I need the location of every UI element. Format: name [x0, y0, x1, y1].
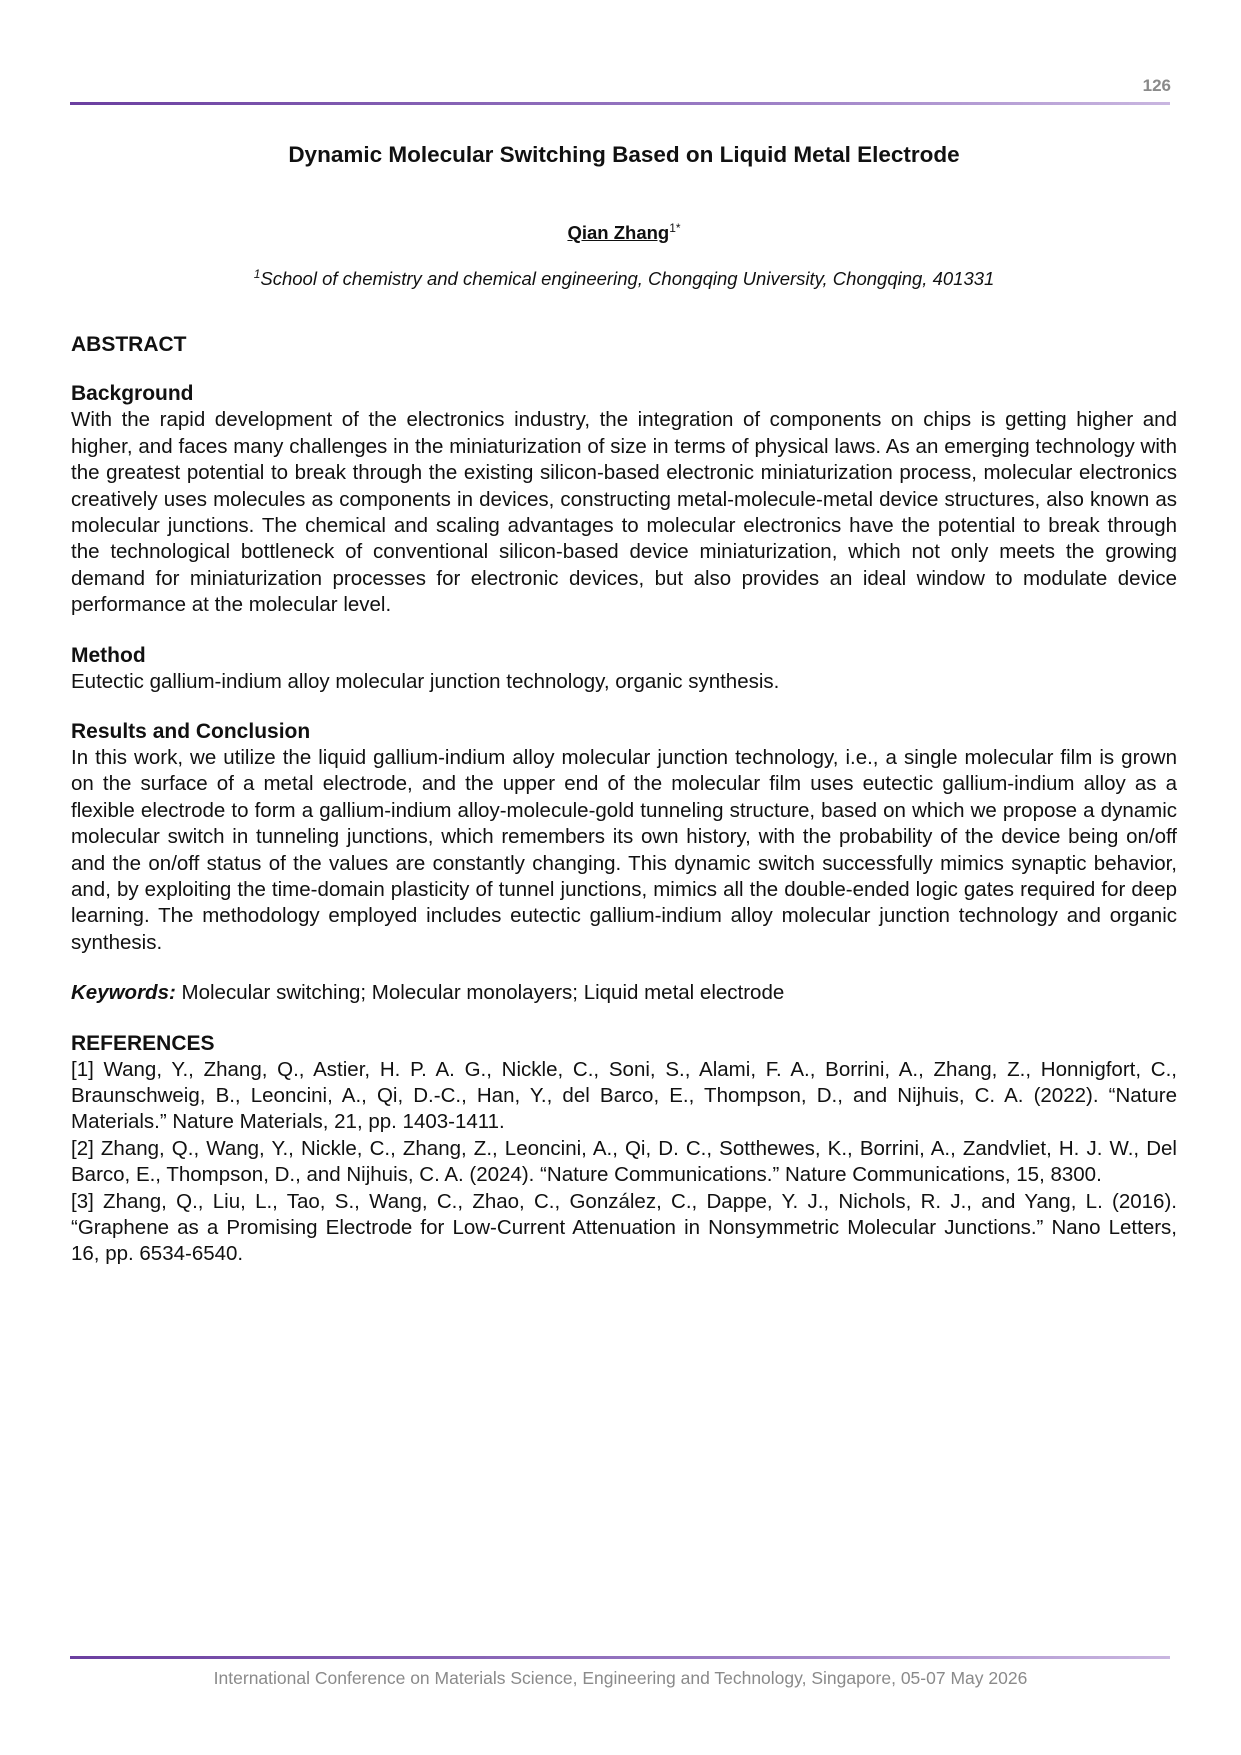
reference-item: [3] Zhang, Q., Liu, L., Tao, S., Wang, C., Zhao, C., González, C., Dappe, Y. J., Nichols, R. J., and Yang, L. (2016). “Graphene as a Promising Electrode for Low-Current Attenuation in Nonsymmetric Molecular Junctions.” Nano Letters, 16, pp. 6534-6540.	[71, 1189, 1177, 1266]
background-heading: Background	[71, 382, 194, 406]
background-text: With the rapid development of the electronics industry, the integration of components on chips is getting higher and higher, and faces many challenges in the miniaturization of size in terms of physical laws. As an emerging technology with the greatest potential to break through the existing silicon-based electronic miniaturization process, molecular electronics creatively uses molecules as components in devices, constructing metal-molecule-metal device structures, also known as molecular junctions. The chemical and scaling advantages to molecular electronics have the potential to break through the technological bottleneck of conventional silicon-based device miniaturization, which not only meets the growing demand for miniaturization processes for electronic devices, but also provides an ideal window to modulate device performance at the molecular level.	[71, 408, 1177, 617]
affiliation-mark: 1	[253, 267, 261, 282]
affiliation-text: School of chemistry and chemical engineering, Chongqing University, Chongqing, 401331	[260, 268, 995, 290]
header-rule	[70, 102, 1170, 105]
results-text: In this work, we utilize the liquid gallium-indium alloy molecular junction technology, i.e., a single molecular film is grown on the surface of a metal electrode, and the upper end of the molecular film uses eutectic gallium-indium alloy as a flexible electrode to form a gallium-indium alloy-molecule-gold tunneling structure, based on which we propose a dynamic molecular switch in tunneling junctions, which remembers its own history, with the probability of the device being on/off and the on/off status of the values are constantly changing. This dynamic switch successfully mimics synaptic behavior, and, by exploiting the time-domain plasticity of tunnel junctions, mimics all the double-ended logic gates required for deep learning. The methodology employed includes eutectic gallium-indium alloy molecular junction technology and organic synthesis.	[71, 745, 1177, 954]
footer-text: International Conference on Materials Science, Engineering and Technology, Singapore, 05-07 May 2026	[213, 1668, 1028, 1688]
abstract-heading: ABSTRACT	[71, 333, 187, 357]
references-heading: REFERENCES	[71, 1031, 215, 1055]
paper-content	[71, 140, 1177, 1268]
reference-item: [1] Wang, Y., Zhang, Q., Astier, H. P. A. G., Nickle, C., Soni, S., Alami, F. A., Borrini, A., Zhang, Z., Honnigfort, C., Braunschweig, B., Leoncini, A., Qi, D.-C., Han, Y., del Barco, E., Thompson, D., and Nijhuis, C. A. (2022). “Nature Materials.” Nature Materials, 21, pp. 1403-1411.	[71, 1057, 1177, 1134]
page-number: 126	[1142, 76, 1171, 95]
reference-item: [2] Zhang, Q., Wang, Y., Nickle, C., Zhang, Z., Leoncini, A., Qi, D. C., Sotthewes, K., Borrini, A., Zandvliet, H. J. W., Del Barco, E., Thompson, D., and Nijhuis, C. A. (2024). “Nature Communications.” Nature Communications, 15, 8300.	[71, 1136, 1177, 1187]
keywords-label: Keywords:	[71, 981, 176, 1005]
keywords-text: Molecular switching; Molecular monolayers; Liquid metal electrode	[175, 981, 785, 1005]
author-line	[71, 216, 1177, 245]
author-mark: 1*	[669, 221, 681, 235]
method-text: Eutectic gallium-indium alloy molecular junction technology, organic synthesis.	[71, 669, 780, 693]
paper-title: Dynamic Molecular Switching Based on Liquid Metal Electrode	[288, 142, 960, 167]
method-heading: Method	[71, 643, 146, 667]
affiliation	[71, 262, 1177, 291]
author-name: Qian Zhang	[567, 222, 670, 244]
keywords	[71, 980, 1177, 1006]
results-heading: Results and Conclusion	[71, 719, 311, 743]
footer-rule	[70, 1656, 1170, 1659]
